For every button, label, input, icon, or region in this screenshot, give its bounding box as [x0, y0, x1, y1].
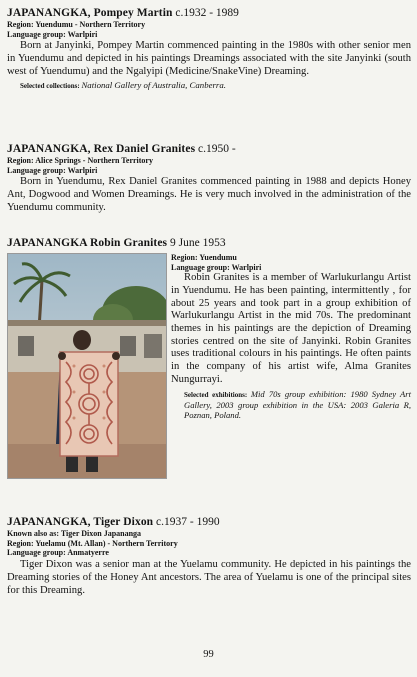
language-line: Language group: Warlpiri: [7, 29, 98, 39]
region-line: Region: Yuelamu (Mt. Allan) - Northern Territory: [7, 538, 178, 548]
artist-dates: c.1932 - 1989: [172, 7, 239, 19]
known-as-line: Known also as: Tiger Dixon Japananga: [7, 529, 142, 538]
selected-exhibitions: [171, 389, 411, 421]
region-line: Region: Yuendumu: [171, 253, 237, 262]
artist-name: JAPANANGKA Robin Granites: [7, 237, 168, 249]
page-number: 99: [203, 649, 214, 660]
artist-photo: [7, 253, 167, 479]
language-line: Language group: Warlpiri: [7, 165, 98, 175]
biography-text: Tiger Dixon was a senior man at the Yuelamu community. He depicted in his paintings the Dreaming stories of the Honey Ant ancestors. The area of Yuelamu is one of the principal sites for this Dreaming.: [7, 558, 411, 596]
entry-rex-daniel-granites: [7, 142, 411, 214]
entry-heading: [7, 515, 411, 529]
biography-text: Born in Yuendumu, Rex Daniel Granites commenced painting in 1988 and depicts Honey Ant, Dogwood and Women Dreamings. He is very much involved in the administration of the Yuendumu community.: [7, 176, 411, 214]
selected-label: Selected exhibitions:: [184, 390, 251, 399]
entry-robin-granites: [7, 236, 411, 421]
entry-tiger-dixon: [7, 515, 411, 597]
artist-dates: 9 June 1953: [167, 237, 226, 249]
language-line: Language group: Anmatyerre: [7, 548, 109, 558]
artist-dates: c.1937 - 1990: [153, 516, 220, 528]
selected-text: National Gallery of Australia, Canberra.: [81, 80, 226, 91]
selected-text: Mid 70s group exhibition: 1980 Sydney Art Gallery, 2003 group exhibition in the USA: 2003 Galeria R, Poznan, Poland.: [184, 388, 411, 421]
entry-heading: [7, 142, 411, 156]
region-line: Region: Alice Springs - Northern Territory: [7, 156, 153, 165]
artist-dates: c.1950 -: [195, 143, 236, 155]
language-line: Language group: Warlpiri: [171, 262, 262, 272]
artist-name: JAPANANGKA, Tiger Dixon: [7, 516, 154, 528]
selected-collections: [7, 80, 411, 92]
selected-label: Selected collections:: [20, 82, 82, 91]
entry-text-column: [171, 253, 411, 421]
artist-name: JAPANANGKA, Pompey Martin: [7, 7, 173, 19]
biography-text: Robin Granites is a member of Warlukurlangu Artist in Yuendumu. He has been painting, intermittently , for about 25 years and took part in a group exhibition of Warlukurlangu Artist in the mid 70s. The predominant themes in his paintings are the depiction of Dreaming stories centred on the site of Janyinki. Robin Granites uses traditional colours in his paintings. He often paints in the company of his artist wife, Alma Granites Nungurrayi.: [171, 272, 411, 385]
entry-pompey-martin: [7, 6, 411, 92]
biography-text: Born at Janyinki, Pompey Martin commenced painting in the 1980s with other senior men in Yuendumu and depicted in his paintings Dreamings associated with the site Janyinki (south west of Yuendumu) and the Ngalyipi (Medicine/SnakeVine) Dreaming.: [7, 40, 411, 78]
entry-heading: [7, 236, 411, 250]
photo-image: [8, 254, 166, 478]
entry-heading: [7, 6, 411, 20]
artist-name: JAPANANGKA, Rex Daniel Granites: [7, 143, 196, 155]
region-line: Region: Yuendumu - Northern Territory: [7, 20, 146, 29]
